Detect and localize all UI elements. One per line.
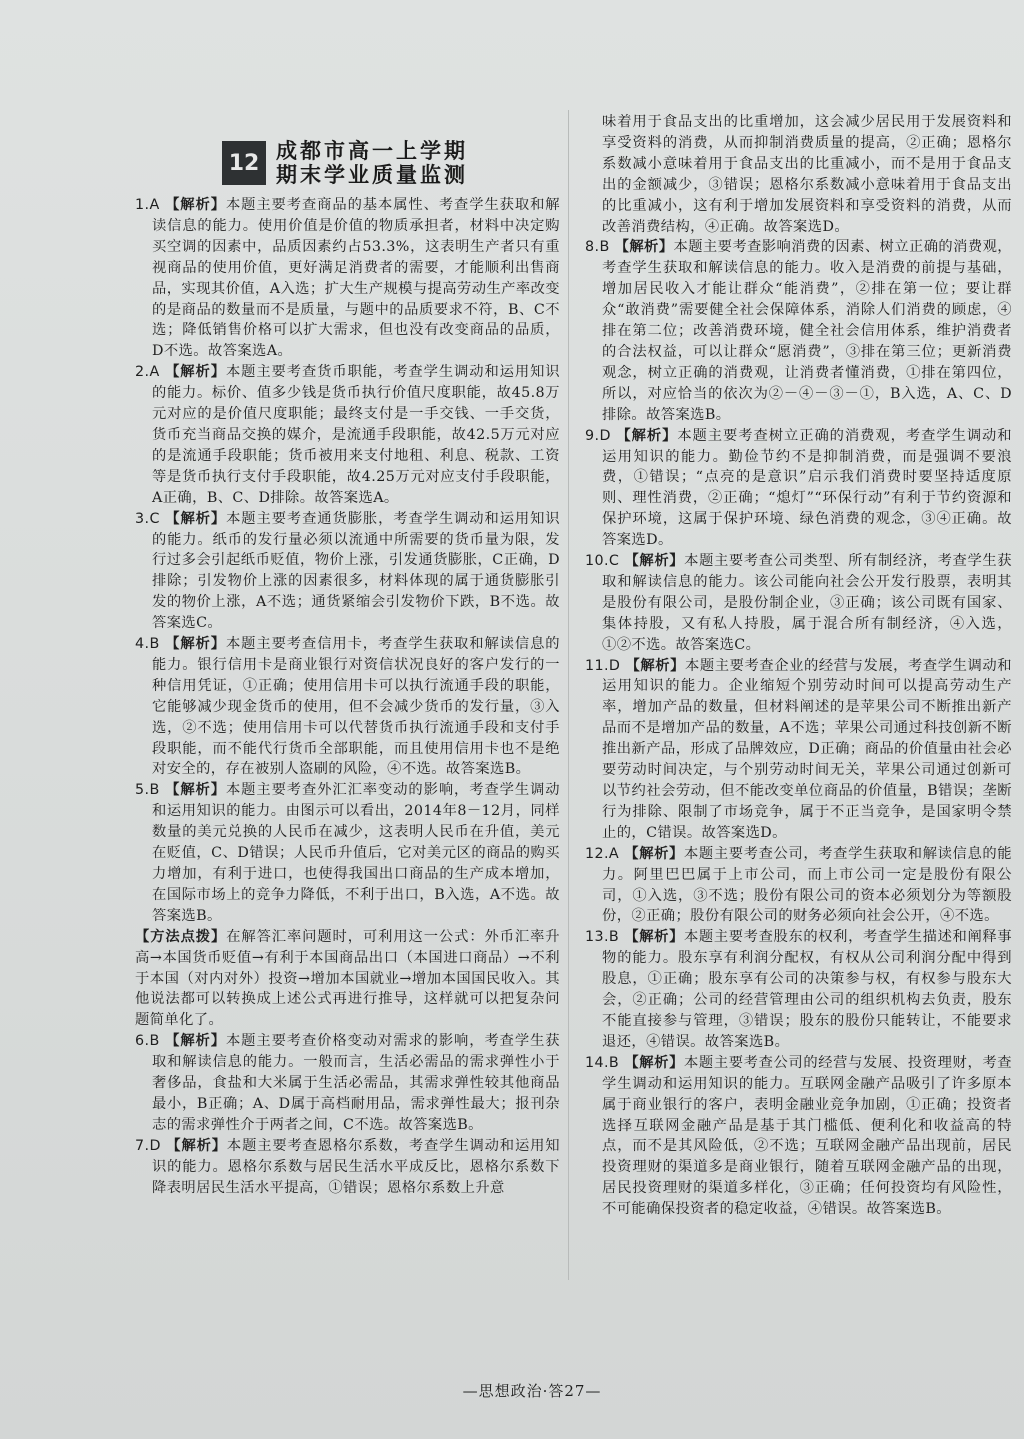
method-tip [135,927,560,1032]
analysis-tag: 【解析】 [165,1033,226,1050]
answer-text: 本题主要考查企业的经营与发展，考查学生调动和运用知识的能力。企业缩短个别劳动时间可以提高劳动生产率，增加产品的数量，但材料阐述的是苹果公司不断推出新产品而不是增加产品的数量，A不选；苹果公司通过科技创新不断推出新产品，形成了品牌效应，D正确；商品的价值量由社会必要劳动时间决定，与个别劳动时间无关，苹果公司通过创新可以节约社会劳动，但不能改变单位商品的价值量，B错误；垄断行为排除、限制了市场竞争，属于不正当竞争，是国家明令禁止的，C错误。故答案选D。 [602,657,1012,841]
answer-number: 5.B [135,782,160,799]
answer-number: 3.C [135,510,160,527]
answer-number: 10.C [585,553,620,570]
answer-item [135,1031,560,1136]
answer-text: 本题主要考查公司，考查学生获取和解读信息的能力。阿里巴巴属于上市公司，而上市公司一定是股份有限公司，①入选，③不选；股份有限公司的资本必须划分为等额股份，②正确；股份有限公司的财务必须向社会公开，④不选。 [602,845,1012,925]
answer-item [135,362,560,508]
answer-item [585,1053,1012,1220]
answer-number: 2.A [135,364,160,381]
page-footer: —思想政治·答27— [462,1382,602,1400]
answer-text: 本题主要考查影响消费的因素、树立正确的消费观，考查学生获取和解读信息的能力。收入是消费的前提与基础，增加居民收入才能让群众“能消费”，②排在第一位；要让群众“敢消费”需要健全社会保障体系，消除人们消费的顾虑，④排在第二位；改善消费环境，健全社会信用体系，维护消费者的合法权益，可以让群众“愿消费”，③排在第三位；更新消费观念，树立正确的消费观，让消费者懂消费，①排在第四位，所以，对应恰当的依次为②－④－③－①，B入选，A、C、D排除。故答案选B。 [602,239,1012,423]
analysis-tag: 【解析】 [624,845,684,862]
answer-number: 14.B [585,1054,620,1071]
answer-item [135,195,560,362]
section-title [276,139,468,187]
answer-text: 本题主要考查价格变动对需求的影响，考查学生获取和解读信息的能力。一般而言，生活必需品的需求弹性小于奢侈品，食盐和大米属于生活必需品，其需求弹性较其他商品最小，B正确；A、D属于高档耐用品，需求弹性最大；报刊杂志的需求弹性介于两者之间，C不选。故答案选B。 [152,1033,560,1133]
answer-item [585,426,1012,551]
method-tag: 【方法点拨】 [135,928,227,945]
answer-text: 本题主要考查公司类型、所有制经济，考查学生获取和解读信息的能力。该公司能向社会公开发行股票，表明其是股份有限公司，是股份制企业，③正确；该公司既有国家、集体持股，又有私人持股，属于混合所有制经济，④入选，①②不选。故答案选C。 [602,553,1012,653]
answer-item [585,656,1012,844]
answer-item [585,551,1012,656]
answer-text: 本题主要考查信用卡，考查学生获取和解读信息的能力。银行信用卡是商业银行对资信状况良好的客户发行的一种信用凭证，①正确；使用信用卡可以执行流通手段的职能，它能够减少现金货币的使用，但不会减少货币的发行量，③入选，②不选；使用信用卡可以代替货币执行流通手段和支付手段职能，而不能代行货币全部职能，而且使用信用卡也不是绝对安全的，存在被别人盗刷的风险，④不选。故答案选B。 [152,636,560,778]
analysis-tag: 【解析】 [624,1054,684,1071]
answer-text: 本题主要考查外汇汇率变动的影响，考查学生调动和运用知识的能力。由图示可以看出，2014年8－12月，同样数量的美元兑换的人民币在减少，这表明人民币在升值，美元在贬值，C、D错误；人民币升值后，它对美元区的商品的购买力增加，有利于进口，也使得我国出口商品的生产成本增加，在国际市场上的竞争力降低，不利于出口，B入选，A不选。故答案选B。 [152,782,560,924]
answer-number: 12.A [585,845,620,862]
answer-number: 9.D [585,427,611,444]
analysis-tag: 【解析】 [165,197,226,213]
answer-text: 本题主要考查货币职能，考查学生调动和运用知识的能力。标价、值多少钱是货币执行价值尺度职能，故45.8万元对应的是价值尺度职能；最终支付是一手交钱、一手交货，货币充当商品交换的媒介，是流通手段职能，故42.5万元对应的是流通手段职能；货币被用来支付地租、利息、税款、工资等是货币执行支付手段职能，故4.25万元对应支付手段职能，A正确，B、C、D排除。故答案选A。 [152,364,560,506]
column-divider [568,110,569,1280]
answer-number: 4.B [135,636,160,653]
analysis-tag: 【解析】 [624,553,685,570]
analysis-tag: 【解析】 [165,636,226,653]
answer-number: 6.B [135,1033,160,1050]
answer-text: 本题主要考查公司的经营与发展、投资理财，考查学生调动和运用知识的能力。互联网金融产品吸引了许多原本属于商业银行的客户，表明金融业竞争加剧，①正确；投资者选择互联网金融产品是基于其门槛低、便利化和收益高的特点，而不是其风险低，②不选；互联网金融产品出现前，居民投资理财的渠道多是商业银行，随着互联网金融产品的出现，居民投资理财的渠道多样化，③正确；任何投资均有风险性，不可能确保投资者的稳定收益，④错误。故答案选B。 [602,1054,1012,1218]
answer-item [135,780,560,926]
section-title-line1: 成都市高一上学期 [276,139,468,163]
answer-number: 1.A [135,197,160,213]
section-header [222,137,472,189]
right-column [585,112,1012,1220]
analysis-tag: 【解析】 [625,657,685,674]
answer-text: 本题主要考查树立正确的消费观，考查学生调动和运用知识的能力。勤俭节约不是抑制消费，而是强调不要浪费，①错误；“点亮的是意识”启示我们消费时要坚持适度原则、理性消费，②正确；“熄灯”“环保行动”有利于节约资源和保护环境，这属于保护环境、绿色消费的观念，③④正确。故答案选D。 [602,427,1012,549]
answer-text: 本题主要考查股东的权利，考查学生描述和阐释事物的能力。股东享有利润分配权，有权从公司利润分配中得到股息，①正确；股东享有公司的决策参与权，有权参与股东大会，②正确；公司的经营管理由公司的组织机构去负责，股东不能直接参与管理，③错误；股东的股份只能转让，不能要求退还，④错误。故答案选B。 [602,929,1012,1050]
answer-item [135,634,560,780]
analysis-tag: 【解析】 [165,782,226,799]
answer-item [135,1136,560,1199]
answer-item [585,237,1012,425]
method-tip-text: 在解答汇率问题时，可利用这一公式：外币汇率升高→本国货币贬值→有利于本国商品出口（本国进口商品）→不利于本国（对内对外）投资→增加本国就业→增加本国国民收入。其他说法都可以转换成上述公式再进行推导，这样就可以把复杂问题简单化了。 [135,928,560,1029]
answer-number: 7.D [135,1137,161,1154]
analysis-tag: 【解析】 [165,510,227,527]
answer-number: 8.B [585,239,610,256]
answer-text: 本题主要考查恩格尔系数，考查学生调动和运用知识的能力。恩格尔系数与居民生活水平成反比，恩格尔系数下降表明居民生活水平提高，①错误；恩格尔系数上升意 [152,1137,560,1196]
left-column [135,195,560,1199]
analysis-tag: 【解析】 [624,929,684,946]
continued-answer-text: 味着用于食品支出的比重增加，这会减少居民用于发展资料和享受资料的消费，从而抑制消费质量的提高，②正确；恩格尔系数减小意味着用于食品支出的比重减小，而不是用于食品支出的金额减少，③错误；恩格尔系数减小意味着用于食品支出的比重减小，这有利于增加发展资料和享受资料的消费，从而改善消费结构，④正确。故答案选D。 [602,114,1012,235]
section-title-line2: 期末学业质量监测 [276,163,468,187]
answer-item [135,509,560,634]
answer-text: 本题主要考查通货膨胀，考查学生调动和运用知识的能力。纸币的发行量必须以流通中所需要的货币量为限，发行过多会引起纸币贬值，物价上涨，引发通货膨胀，C正确，D排除；引发物价上涨的因素很多，材料体现的属于通货膨胀引发的物价上涨，A不选；通货紧缩会引发物价下跌，B不选。故答案选C。 [152,510,560,632]
answer-text: 本题主要考查商品的基本属性、考查学生获取和解读信息的能力。使用价值是价值的物质承担者，材料中决定购买空调的因素中，品质因素约占53.3%，这表明生产者只有重视商品的使用价值，更好满足消费者的需要，才能顺利出售商品，实现其价值，A入选；扩大生产规模与提高劳动生产率改变的是商品的数量而不是质量，与题中的品质要求不符，B、C不选；降低销售价格可以扩大需求，但也没有改变商品的品质，D不选。故答案选A。 [152,197,560,360]
analysis-tag: 【解析】 [614,239,674,256]
analysis-tag: 【解析】 [616,427,678,444]
answer-number: 11.D [585,657,621,674]
answer-item [585,927,1012,1052]
analysis-tag: 【解析】 [165,364,226,381]
section-number-badge: 12 [222,141,266,185]
answer-number: 13.B [585,929,620,946]
analysis-tag: 【解析】 [166,1137,227,1154]
answer-item [585,844,1012,928]
